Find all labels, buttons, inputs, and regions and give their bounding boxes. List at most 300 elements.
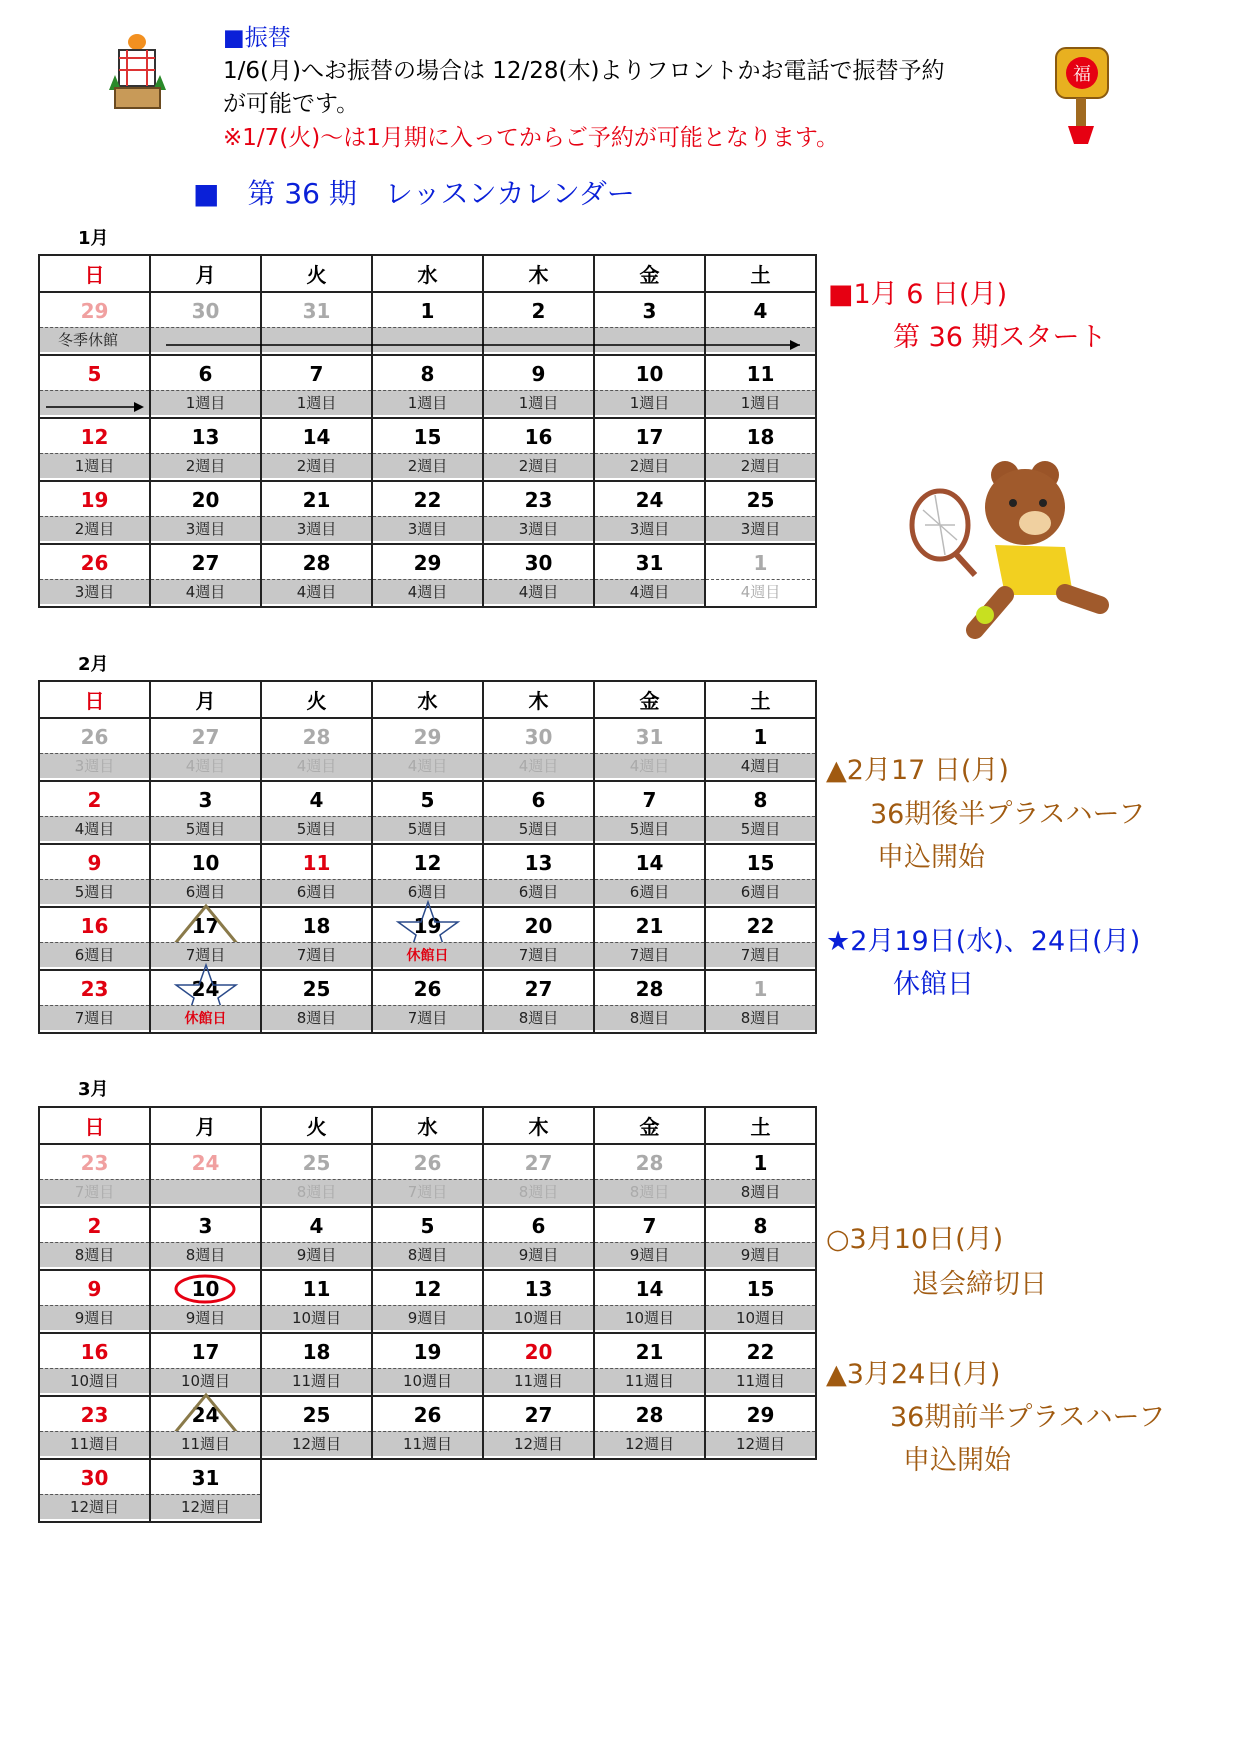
calendar-day-cell: [150, 481, 261, 544]
week-label: [706, 1368, 815, 1393]
week-label-text: 2週目: [74, 520, 115, 538]
week-label-text: 8週目: [296, 1009, 337, 1027]
week-label-text: 4週目: [740, 583, 781, 601]
week-label: [262, 1242, 371, 1267]
week-label-text: 8週目: [518, 1183, 559, 1201]
calendar-day-cell: [594, 1144, 705, 1207]
notice-line-1: 1/6(月)へお振替の場合は 12/28(木)よりフロントかお電話で振替予約: [223, 58, 945, 84]
calendar-day-cell: [705, 418, 816, 481]
calendar-day-cell: [483, 355, 594, 418]
day-number: 24: [151, 971, 260, 1005]
month-label-jan: 1月: [78, 228, 109, 249]
day-number: 17: [635, 425, 664, 449]
week-label: [484, 753, 593, 778]
week-label-text: 5週目: [629, 820, 670, 838]
week-label: [40, 453, 149, 478]
fortune-mallet-sign: 福: [1073, 64, 1091, 85]
day-number: 30: [524, 725, 553, 749]
weekday-header: 月: [150, 1107, 261, 1144]
day-number: 22: [746, 914, 775, 938]
week-label: [484, 879, 593, 904]
day-number: 10: [635, 362, 664, 386]
calendar-day-cell: [705, 970, 816, 1033]
day-number: 14: [302, 425, 331, 449]
week-label-text: 8週目: [518, 1009, 559, 1027]
calendar-day-cell: [150, 1207, 261, 1270]
calendar-day-cell: [261, 781, 372, 844]
day-number: 2: [87, 788, 102, 812]
day-number: 31: [635, 725, 664, 749]
week-label: [262, 1179, 371, 1204]
day-number: 11: [302, 1277, 331, 1301]
week-label-text: 1週目: [518, 394, 559, 412]
week-label: [484, 390, 593, 415]
day-number: 21: [635, 1340, 664, 1364]
week-label: [595, 1305, 704, 1330]
week-label: [373, 453, 482, 478]
weekday-header: 木: [483, 681, 594, 718]
weekday-header: 木: [483, 1107, 594, 1144]
day-number: 6: [531, 788, 546, 812]
week-label: [262, 1431, 371, 1456]
week-label: [373, 1431, 482, 1456]
day-number: 12: [413, 851, 442, 875]
day-number: 24: [191, 1151, 220, 1175]
closed-day-label: [151, 1005, 260, 1030]
week-label-text: 5週目: [74, 883, 115, 901]
day-number: 21: [302, 488, 331, 512]
day-number: 16: [80, 1340, 109, 1364]
week-label: [151, 753, 260, 778]
calendar-day-cell: [594, 1333, 705, 1396]
week-label: [151, 1494, 260, 1519]
day-number: 26: [413, 977, 442, 1001]
calendar-day-cell: [594, 1270, 705, 1333]
calendar-day-cell: [372, 844, 483, 907]
calendar-day-cell: [372, 544, 483, 607]
day-number: 28: [302, 551, 331, 575]
calendar-day-cell: [39, 844, 150, 907]
calendar-day-cell: [483, 1333, 594, 1396]
calendar-day-cell: [483, 1396, 594, 1459]
week-label: [484, 1305, 593, 1330]
calendar-day-cell: [483, 544, 594, 607]
week-label: [484, 942, 593, 967]
note-mar-cancel-text: 退会締切日: [912, 1269, 1047, 1300]
day-number: 7: [309, 362, 324, 386]
note-feb-plus-half-text: 36期後半プラスハーフ: [870, 799, 1146, 830]
week-label: [595, 753, 704, 778]
week-label-text: 4週目: [407, 757, 448, 775]
fortune-mallet-illustration: [1048, 40, 1118, 154]
day-number: 14: [635, 851, 664, 875]
week-label-text: 3週目: [740, 520, 781, 538]
week-label-text: 6週目: [296, 883, 337, 901]
calendar-day-cell: [150, 1396, 261, 1459]
day-number: 15: [413, 425, 442, 449]
week-label-text: 4週目: [185, 583, 226, 601]
calendar-day-cell: [483, 718, 594, 781]
day-number: 27: [524, 977, 553, 1001]
week-label-text: 1週目: [74, 457, 115, 475]
week-label-text: 4週目: [296, 583, 337, 601]
calendar-day-cell: [150, 418, 261, 481]
day-number: 30: [80, 1466, 109, 1490]
calendar-day-cell: [594, 1396, 705, 1459]
week-label: [151, 579, 260, 604]
week-label: [706, 1431, 815, 1456]
week-label-text: 4週目: [740, 757, 781, 775]
week-label-text: 7週目: [407, 1009, 448, 1027]
week-label: [262, 579, 371, 604]
week-label-text: 6週目: [629, 883, 670, 901]
calendar-day-cell: [150, 781, 261, 844]
calendar-day-cell: [372, 355, 483, 418]
week-label-text: 5週目: [407, 820, 448, 838]
day-number: 25: [302, 1151, 331, 1175]
day-number: 4: [309, 1214, 324, 1238]
week-label: [706, 816, 815, 841]
calendar-day-cell: [150, 1144, 261, 1207]
weekday-header: 木: [483, 255, 594, 292]
day-number: 8: [753, 1214, 768, 1238]
week-label: [706, 390, 815, 415]
calendar-day-cell: [705, 1333, 816, 1396]
day-number: 31: [635, 551, 664, 575]
calendar-day-cell: [705, 481, 816, 544]
week-label-text: 7週目: [296, 946, 337, 964]
week-label-text: 4週目: [185, 757, 226, 775]
week-label-text: 12週目: [180, 1498, 231, 1516]
calendar-day-cell: [483, 481, 594, 544]
calendar-day-cell: [483, 970, 594, 1033]
calendar-day-cell: [39, 1459, 150, 1522]
week-label-text: 休館日: [406, 948, 449, 964]
week-label-text: 5週目: [740, 820, 781, 838]
day-number: 29: [413, 551, 442, 575]
day-number: 19: [413, 1340, 442, 1364]
day-number: 26: [413, 1403, 442, 1427]
notice-line-2: が可能です。: [223, 91, 360, 117]
day-number: 20: [191, 488, 220, 512]
week-label: [151, 390, 260, 415]
week-label-text: 4週目: [629, 757, 670, 775]
calendar-day-cell: [39, 1270, 150, 1333]
week-label: [595, 1179, 704, 1204]
calendar-day-cell: [261, 418, 372, 481]
week-label: [40, 1431, 149, 1456]
week-label-text: 11週目: [624, 1372, 675, 1390]
week-label-text: 2週目: [629, 457, 670, 475]
kadomatsu-illustration: [105, 30, 170, 119]
day-number: 18: [746, 425, 775, 449]
week-label-text: 1週目: [629, 394, 670, 412]
week-label-text: 12週目: [513, 1435, 564, 1453]
week-label: [595, 1242, 704, 1267]
day-number: 12: [413, 1277, 442, 1301]
week-label: [262, 753, 371, 778]
day-number: 27: [524, 1151, 553, 1175]
week-label-text: 2週目: [518, 457, 559, 475]
calendar-day-cell: [372, 1333, 483, 1396]
day-number: 11: [746, 362, 775, 386]
weekday-header: 日: [39, 1107, 150, 1144]
week-label: [595, 1005, 704, 1030]
calendar-day-cell: [261, 1207, 372, 1270]
week-label-text: 9週目: [185, 1309, 226, 1327]
week-label: [262, 453, 371, 478]
weekday-header: 水: [372, 681, 483, 718]
calendar-day-cell: [594, 970, 705, 1033]
day-number: 12: [80, 425, 109, 449]
week-label-text: 4週目: [296, 757, 337, 775]
empty-cell: [261, 1459, 372, 1522]
notice-line-3: ※1/7(火)～は1月期に入ってからご予約が可能となります。: [223, 125, 840, 151]
calendar-day-cell: [39, 292, 150, 355]
week-label: [40, 942, 149, 967]
calendar-march: [38, 1106, 817, 1523]
calendar-day-cell: [372, 970, 483, 1033]
day-number: 24: [151, 1397, 260, 1431]
week-label: [40, 327, 149, 352]
week-label-text: 8週目: [185, 1246, 226, 1264]
calendar-day-cell: [39, 718, 150, 781]
calendar-day-cell: [372, 1207, 483, 1270]
calendar-day-cell: [705, 1207, 816, 1270]
calendar-day-cell: [150, 718, 261, 781]
day-number: 23: [80, 977, 109, 1001]
week-label-text: 3週目: [629, 520, 670, 538]
day-number: 15: [746, 851, 775, 875]
day-number: 13: [524, 851, 553, 875]
calendar-day-cell: [372, 907, 483, 970]
week-label-text: 6週目: [740, 883, 781, 901]
calendar-day-cell: [705, 355, 816, 418]
week-label: [706, 1005, 815, 1030]
week-label-text: 4週目: [629, 583, 670, 601]
week-label-text: 9週目: [74, 1309, 115, 1327]
day-number: 19: [80, 488, 109, 512]
calendar-day-cell: [39, 1396, 150, 1459]
week-label: [262, 390, 371, 415]
calendar-day-cell: [261, 1270, 372, 1333]
calendar-day-cell: [594, 781, 705, 844]
empty-cell: [705, 1459, 816, 1522]
week-label: [262, 1005, 371, 1030]
week-label-text: 6週目: [185, 883, 226, 901]
calendar-day-cell: [594, 907, 705, 970]
week-label-text: 9週目: [518, 1246, 559, 1264]
week-label-text: 4週目: [407, 583, 448, 601]
week-label: [706, 1242, 815, 1267]
calendar-day-cell: [483, 781, 594, 844]
week-label: [151, 516, 260, 541]
day-number: 27: [191, 551, 220, 575]
day-number: 28: [302, 725, 331, 749]
week-label: [484, 1005, 593, 1030]
day-number: 13: [524, 1277, 553, 1301]
week-label: [373, 1242, 482, 1267]
week-label-text: 12週目: [69, 1498, 120, 1516]
calendar-day-cell: [594, 844, 705, 907]
day-number: 6: [198, 362, 213, 386]
week-label: [40, 1179, 149, 1204]
week-label-text: 2週目: [740, 457, 781, 475]
day-number: 26: [80, 551, 109, 575]
empty-cell: [372, 1459, 483, 1522]
week-label: [484, 516, 593, 541]
calendar-day-cell: [372, 418, 483, 481]
notice-heading: ■振替: [223, 25, 291, 51]
day-number: 22: [746, 1340, 775, 1364]
weekday-header: 金: [594, 681, 705, 718]
calendar-day-cell: [483, 907, 594, 970]
day-number: 28: [635, 1403, 664, 1427]
week-label-text: 3週目: [185, 520, 226, 538]
week-label-text: 9週目: [407, 1309, 448, 1327]
week-label-text: 6週目: [74, 946, 115, 964]
week-label: [484, 1179, 593, 1204]
calendar-day-cell: [483, 1207, 594, 1270]
week-label: [706, 579, 815, 604]
empty-cell: [483, 1459, 594, 1522]
day-number: 4: [309, 788, 324, 812]
week-label: [595, 942, 704, 967]
week-label-text: 5週目: [185, 820, 226, 838]
day-number: 10: [191, 851, 220, 875]
week-label: [595, 516, 704, 541]
week-label: [262, 942, 371, 967]
week-label-text: 8週目: [629, 1009, 670, 1027]
calendar-day-cell: [705, 544, 816, 607]
week-label: [595, 453, 704, 478]
week-label-text: 1週目: [407, 394, 448, 412]
calendar-day-cell: [483, 1144, 594, 1207]
week-label: [151, 1368, 260, 1393]
week-label-text: 5週目: [296, 820, 337, 838]
week-label: [373, 1005, 482, 1030]
weekday-header: 火: [261, 681, 372, 718]
week-label: [40, 753, 149, 778]
week-label-text: 8週目: [296, 1183, 337, 1201]
week-label-text: 1週目: [740, 394, 781, 412]
week-label: [151, 879, 260, 904]
calendar-day-cell: [261, 1333, 372, 1396]
day-number: 23: [524, 488, 553, 512]
week-label-text: 11週目: [513, 1372, 564, 1390]
week-label-text: 10週目: [402, 1372, 453, 1390]
weekday-header: 水: [372, 1107, 483, 1144]
week-label: [484, 816, 593, 841]
week-label-text: 6週目: [518, 883, 559, 901]
week-label: [595, 1431, 704, 1456]
day-number: 7: [642, 788, 657, 812]
day-number: 26: [80, 725, 109, 749]
note-mar-cancel-date: ○3月10日(月): [826, 1224, 1004, 1255]
day-number: 16: [80, 914, 109, 938]
note-mar-plus-half-date: ▲3月24日(月): [826, 1359, 1001, 1390]
week-label-text: 8週目: [740, 1183, 781, 1201]
day-number: 9: [87, 851, 102, 875]
calendar-day-cell: [261, 355, 372, 418]
week-label: [151, 453, 260, 478]
week-label: [373, 1305, 482, 1330]
note-feb-closed-text: 休館日: [893, 969, 974, 1000]
week-label-text: 7週目: [518, 946, 559, 964]
week-label: [595, 390, 704, 415]
day-number: 18: [302, 1340, 331, 1364]
week-label: [40, 1242, 149, 1267]
calendar-day-cell: [705, 1144, 816, 1207]
weekday-header: 金: [594, 255, 705, 292]
page-title: ■ 第 36 期 レッスンカレンダー: [193, 177, 635, 210]
week-label: [40, 516, 149, 541]
day-number: 27: [191, 725, 220, 749]
day-number: 6: [531, 1214, 546, 1238]
day-number: 25: [302, 1403, 331, 1427]
week-label-text: 3週目: [518, 520, 559, 538]
week-label-text: 10週目: [624, 1309, 675, 1327]
week-label-text: 6週目: [407, 883, 448, 901]
week-label: [373, 516, 482, 541]
calendar-day-cell: [594, 544, 705, 607]
calendar-day-cell: [39, 481, 150, 544]
week-label: [262, 879, 371, 904]
day-number: 29: [80, 299, 109, 323]
week-label-text: 11週目: [180, 1435, 231, 1453]
week-label-text: 冬季休館: [58, 331, 119, 349]
week-label: [595, 579, 704, 604]
calendar-day-cell: [150, 355, 261, 418]
week-label-text: 4週目: [518, 757, 559, 775]
calendar-day-cell: [594, 1207, 705, 1270]
week-label-text: 11週目: [402, 1435, 453, 1453]
day-number: 30: [524, 551, 553, 575]
week-label: [40, 1305, 149, 1330]
note-mar-plus-half-text: 36期前半プラスハーフ: [890, 1402, 1166, 1433]
week-label-text: 9週目: [629, 1246, 670, 1264]
day-number: 10: [151, 1271, 260, 1305]
week-label-text: 2週目: [185, 457, 226, 475]
calendar-day-cell: [150, 544, 261, 607]
week-label: [373, 1179, 482, 1204]
day-number: 1: [420, 299, 435, 323]
week-label-text: 10週目: [291, 1309, 342, 1327]
week-label-text: 7週目: [407, 1183, 448, 1201]
weekday-header: 金: [594, 1107, 705, 1144]
calendar-day-cell: [261, 844, 372, 907]
day-number: 25: [746, 488, 775, 512]
week-label-text: 9週目: [296, 1246, 337, 1264]
calendar-day-cell: [261, 907, 372, 970]
weekday-header: 日: [39, 681, 150, 718]
week-label-text: 10週目: [180, 1372, 231, 1390]
week-label: [151, 1242, 260, 1267]
week-label-text: 9週目: [740, 1246, 781, 1264]
day-number: 3: [198, 788, 213, 812]
calendar-day-cell: [39, 544, 150, 607]
weekday-header: 火: [261, 1107, 372, 1144]
week-label-text: 5週目: [518, 820, 559, 838]
month-label-mar: 3月: [78, 1079, 109, 1100]
calendar-day-cell: [261, 481, 372, 544]
calendar-day-cell: [39, 781, 150, 844]
week-label-text: 7週目: [185, 946, 226, 964]
week-label-text: 7週目: [740, 946, 781, 964]
day-number: 5: [420, 1214, 435, 1238]
week-label: [373, 1368, 482, 1393]
note-feb-plus-half-apply: 申込開始: [877, 842, 985, 873]
